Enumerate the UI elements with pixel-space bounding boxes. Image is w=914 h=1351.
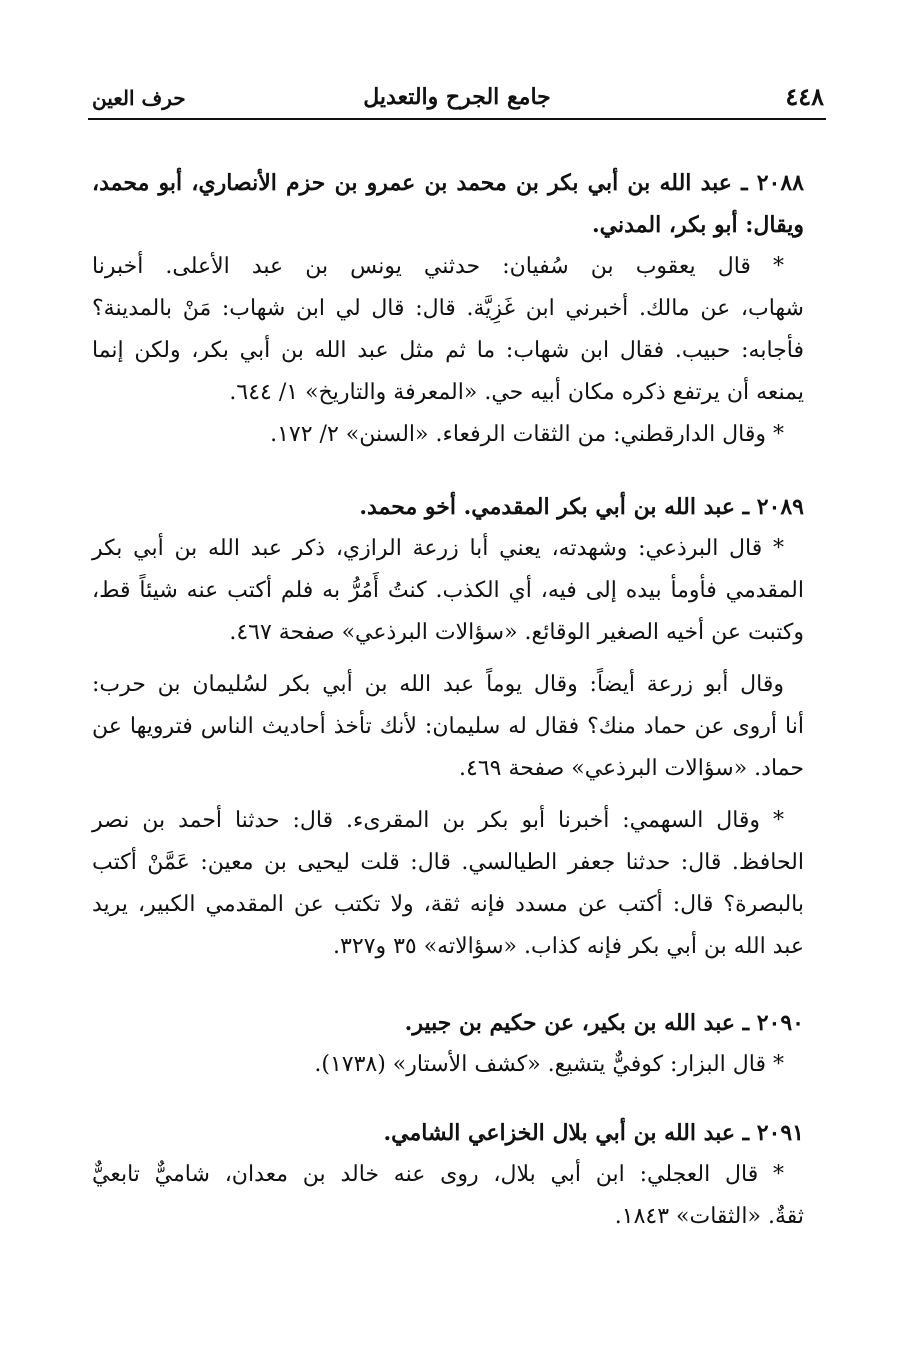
book-title: جامع الجرح والتعديل [363, 84, 551, 110]
paragraph-line: شهاب، عن مالك. أخبرني ابن غَزِيَّة. قال: قال لي ابن شهاب: مَنْ بالمدينة؟ [92, 296, 804, 321]
paragraph-line: حماد. «سؤالات البرذعي» صفحة ٤٦٩. [459, 756, 804, 781]
entry-2089-paragraph-2 [92, 664, 804, 790]
paragraph-line: * وقال الدارقطني: من الثقات الرفعاء. «السنن» ٢/ ١٧٢. [270, 422, 784, 447]
paragraph-line: * قال البزار: كوفيٌّ يتشيع. «كشف الأستار» (١٧٣٨). [314, 1052, 784, 1077]
entry-2089 [92, 486, 804, 654]
paragraph-line: فأجابه: حبيب. فقال ابن شهاب: ما ثم مثل عبد الله بن أبي بكر، ولكن إنما [92, 338, 804, 363]
entry-2089-paragraph-3 [92, 800, 804, 968]
paragraph-line: * قال يعقوب بن سُفيان: حدثني يونس بن عبد الأعلى. أخبرنا [92, 254, 784, 279]
page-header [88, 78, 826, 120]
paragraph-line: يمنعه أن يرتفع ذكره مكان أبيه حي. «المعرفة والتاريخ» ١/ ٦٤٤. [229, 380, 804, 405]
paragraph-line: بالبصرة؟ قال: أكتب عن مسدد فإنه ثقة، ولا تكتب عن المقدمي الكبير، يريد [92, 892, 804, 917]
entry-2091 [92, 1112, 804, 1238]
page-number: ٤٤٨ [785, 82, 824, 111]
chapter-title: حرف العين [92, 86, 186, 110]
entry-2090 [92, 1002, 804, 1086]
paragraph-line: الحافظ. قال: حدثنا جعفر الطيالسي. قال: قلت ليحيى بن معين: عَمَّنْ أكتب [92, 850, 804, 875]
paragraph-line: * قال البرذعي: وشهدته، يعني أبا زرعة الرازي، ذكر عبد الله بن أبي بكر [92, 536, 784, 561]
entry-heading: ٢٠٩١ ـ عبد الله بن أبي بلال الخزاعي الشامي. [383, 1120, 804, 1146]
paragraph-line: وقال أبو زرعة أيضاً: وقال يوماً عبد الله بن أبي بكر لسُليمان بن حرب: [92, 672, 784, 697]
paragraph-line: * وقال السهمي: أخبرنا أبو بكر بن المقرىء. قال: حدثنا أحمد بن نصر [92, 808, 784, 833]
entry-heading: ٢٠٩٠ ـ عبد الله بن بكير، عن حكيم بن جبير. [404, 1010, 804, 1036]
entry-heading: ٢٠٨٩ ـ عبد الله بن أبي بكر المقدمي. أخو محمد. [359, 494, 804, 520]
paragraph-line: أنا أروى عن حماد منك؟ فقال له سليمان: لأنك تأخذ أحاديث الناس فترويها عن [92, 714, 804, 739]
paragraph-line: عبد الله بن أبي بكر فإنه كذاب. «سؤالاته» ٣٥ و٣٢٧. [333, 934, 804, 959]
entry-heading: ٢٠٨٨ ـ عبد الله بن أبي بكر بن محمد بن عمرو بن حزم الأنصاري، أبو محمد، [92, 170, 804, 196]
paragraph-line: المقدمي فأومأ بيده إلى فيه، أي الكذب. كنتُ أَمُرُّ به فلم أكتب عنه شيئاً قط، [92, 578, 804, 603]
paragraph-line: ثقةٌ. «الثقات» ١٨٤٣. [614, 1204, 804, 1229]
paragraph-line: * قال العجلي: ابن أبي بلال، روى عنه خالد بن معدان، شاميٌّ تابعيٌّ [92, 1162, 784, 1187]
entry-heading: ويقال: أبو بكر، المدني. [592, 212, 804, 238]
entry-2088 [92, 162, 804, 456]
paragraph-line: وكتبت عن أخيه الصغير الوقائع. «سؤالات البرذعي» صفحة ٤٦٧. [229, 620, 804, 645]
